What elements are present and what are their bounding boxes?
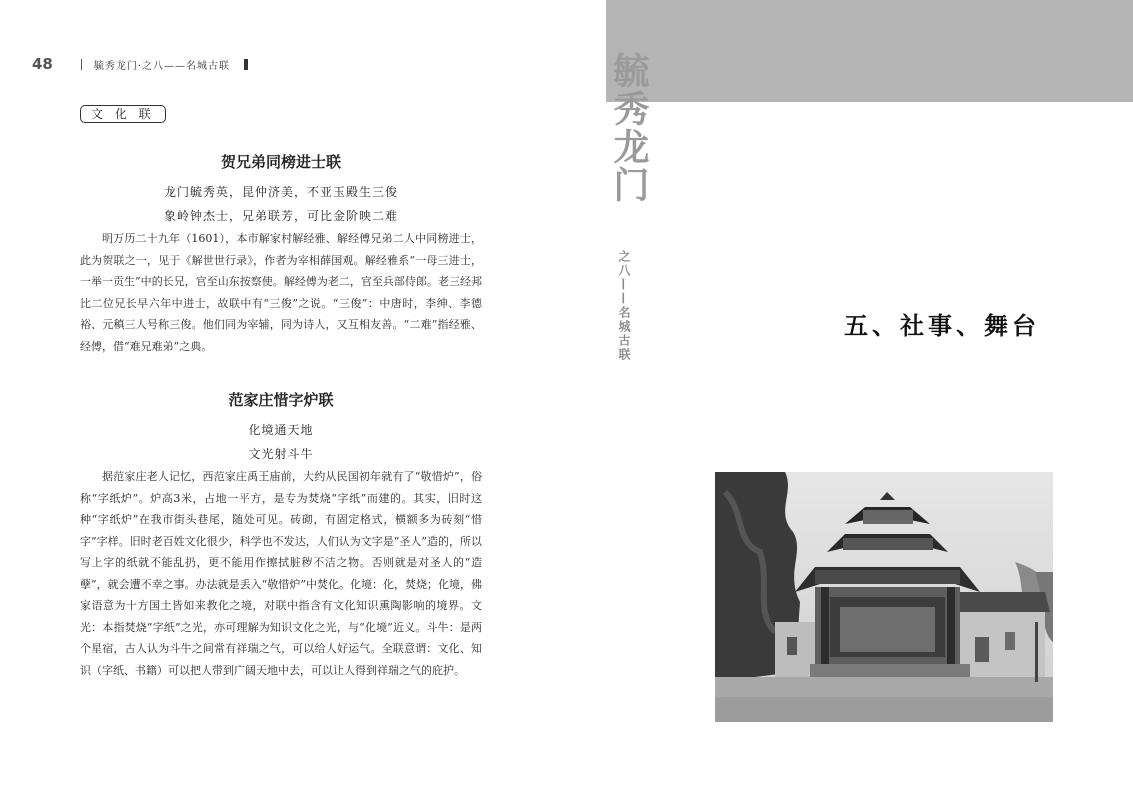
couplet	[80, 180, 482, 228]
header-banner	[606, 0, 1133, 102]
couplet-line: 龙门毓秀英，昆仲济美，不亚玉殿生三俊	[163, 185, 398, 199]
running-title: 毓秀龙门·之八——名城古联	[93, 60, 231, 72]
couplet-line: 文光射斗牛	[248, 447, 314, 461]
vertical-title	[606, 52, 648, 208]
page-header	[32, 55, 248, 73]
article	[80, 390, 482, 681]
header-separator	[81, 59, 82, 70]
stage-photo-image	[715, 472, 1053, 722]
vertical-title-main: 毓秀龙门	[608, 52, 649, 204]
couplet-line: 象岭钟杰士，兄弟联芳，可比金阶映二难	[163, 209, 398, 223]
page-number: 48	[32, 55, 53, 73]
couplet-line: 化境通天地	[248, 423, 314, 437]
article	[80, 152, 482, 357]
article-body: 明万历二十九年（1601），本市解家村解经雅、解经傅兄弟二人中同榜进士，此为贺联之一，见于《解世世行录》，作者为宰相薛国观。解经雅系“一母三进士，一举一贡生”中的长兄，官至山东按察使。解经傅为老二，官至兵部侍郎。老三经邦比二位兄长早六年中进士，故联中有“三俊”之说。“三俊”：中唐时，李绅、李德裕、元稹三人号称三俊。他们同为宰辅，同为诗人，又互相友善。“二难”指经雅、经傅，借“难兄难弟”之典。	[80, 232, 482, 353]
article-body: 据范家庄老人记忆，西范家庄禹王庙前，大约从民国初年就有了“敬惜炉”，俗称“字纸炉”。炉高3米，占地一平方，是专为焚烧“字纸”而建的。其实，旧时这种“字纸炉”在我市街头巷尾，随处可见。砖砌，有固定格式，横额多为砖刻“惜字”字样。旧时老百姓文化很少，科学也不发达，人们认为文字是“圣人”造的，所以写上字的纸就不能乱扔，更不能用作擦拭脏秽不洁之物。否则就是对圣人的“造孽”，就会遭不幸之事。办法就是丢入“敬惜炉”中焚化。化境：化，焚烧；化境，佛家语意为十方国土皆如来教化之境，对联中指含有文化知识熏陶影响的境界。文光：本指焚烧“字纸”之光，亦可理解为知识文化之光，与“化境”近义。斗牛：是两个星宿，古人认为斗牛之间常有祥瑞之气，可以给人好运气。全联意谓：文化、知识（字纸、书籍）可以把人带到广阔天地中去，可以让人得到祥瑞之气的庇护。	[80, 470, 482, 677]
left-page	[0, 0, 566, 799]
section-tag: 文 化 联	[80, 105, 166, 123]
header-end-mark	[244, 59, 248, 70]
article-title: 范家庄惜字炉联	[228, 391, 334, 409]
vertical-title-sub: 之八——名城古联	[617, 250, 631, 362]
couplet	[80, 418, 482, 466]
stage-photo	[715, 472, 1053, 722]
right-page	[566, 0, 1133, 799]
article-title: 贺兄弟同榜进士联	[220, 153, 341, 171]
chapter-title: 五、社事、舞台	[844, 311, 1040, 340]
